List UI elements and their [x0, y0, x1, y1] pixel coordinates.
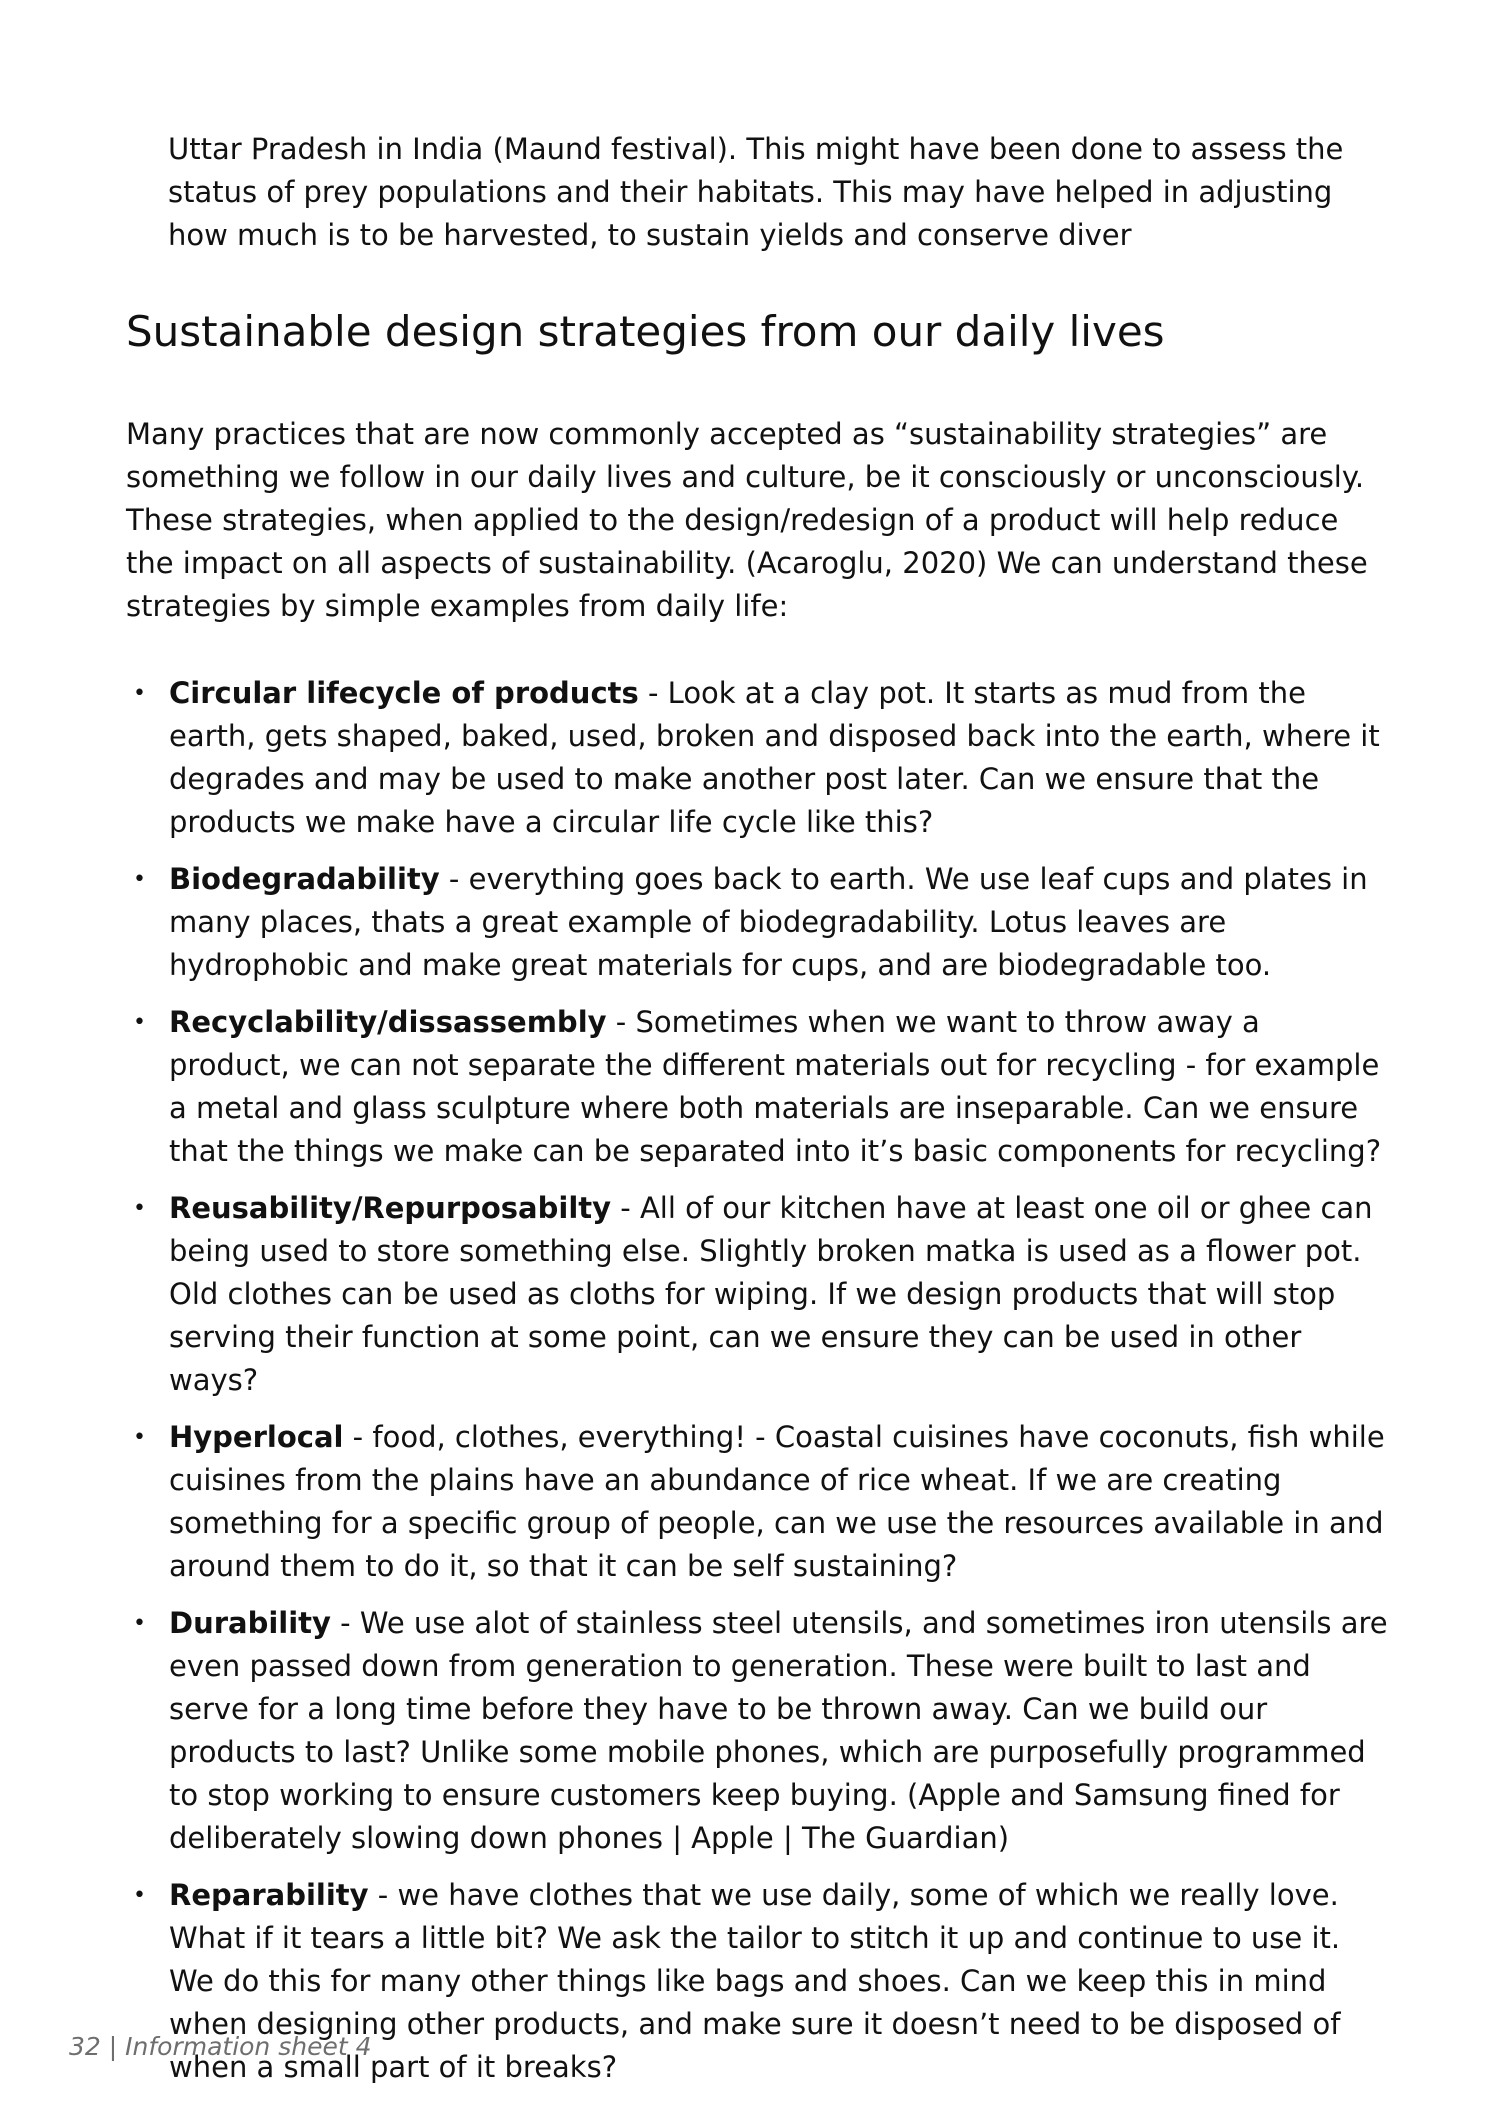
bullet-icon: • — [133, 867, 146, 892]
section-heading: Sustainable design strategies from our daily lives — [126, 307, 1165, 356]
list-item — [128, 1187, 1388, 1402]
intro-paragraph: Uttar Pradesh in India (Maund festival). This might have been done to assess the status of prey populations and their habitats. This may have helped in adjusting how much is to be harvested, to sustain yields and conserve diver — [168, 132, 1344, 252]
strategy-term: Durability — [169, 1606, 331, 1640]
list-item — [128, 1001, 1388, 1173]
strategy-text: - Look at a clay pot. It starts as mud from the earth, gets shaped, baked, used, broken and disposed back into the earth, where it degrades and may be used to make another post later. Can we ensure that the products we make have a circular life cycle like this? — [169, 676, 1380, 839]
strategy-term: Hyperlocal — [169, 1420, 344, 1454]
bullet-icon: • — [133, 1425, 146, 1450]
strategy-text: - We use alot of stainless steel utensils, and sometimes iron utensils are even passed down from generation to generation. These were built to last and serve for a long time before they have to be thrown away. Can we build our products to last? Unlike some mobile phones, which are purposefully programmed to stop working to ensure customers keep buying. (Apple and Samsung fined for deliberately slowing down phones | Apple | The Guardian) — [169, 1606, 1388, 1855]
list-item — [128, 672, 1388, 844]
strategy-text: - food, clothes, everything! - Coastal cuisines have coconuts, fish while cuisines from the plains have an abundance of rice wheat. If we are creating something for a specific group of people, can we use the resources available in and around them to do it, so that it can be self sustaining? — [169, 1420, 1385, 1583]
bullet-icon: • — [133, 681, 146, 706]
strategy-text: - Sometimes when we want to throw away a product, we can not separate the different materials out for recycling - for example a metal and glass sculpture where both materials are inseparable. Can we ensure that the things we make can be separated into it’s basic components for recycling? — [169, 1005, 1382, 1168]
strategy-text: - All of our kitchen have at least one oil or ghee can being used to store something else. Slightly broken matka is used as a flower pot. Old clothes can be used as cloths for wiping. If we design products that will stop serving their function at some point, can we ensure they can be used in other ways? — [169, 1191, 1373, 1397]
bullet-icon: • — [133, 1196, 146, 1221]
strategy-term: Recyclability/dissassembly — [169, 1005, 607, 1039]
list-item — [128, 1416, 1388, 1588]
bullet-icon: • — [133, 1883, 146, 1908]
list-item — [128, 858, 1388, 987]
strategy-list — [128, 672, 1388, 2103]
strategy-term: Reparability — [169, 1878, 369, 1912]
strategy-text: - everything goes back to earth. We use leaf cups and plates in many places, thats a great example of biodegradability. Lotus leaves are hydrophobic and make great materials for cups, and are biodegradable too. — [169, 862, 1368, 982]
strategy-term: Biodegradability — [169, 862, 440, 896]
strategy-term: Circular lifecycle of products — [169, 676, 639, 710]
strategy-text: - we have clothes that we use daily, some of which we really love. What if it tears a little bit? We ask the tailor to stitch it up and continue to use it. We do this for many other things like bags and shoes. Can we keep this in mind when designing other products, and make sure it doesn’t need to be disposed of when a small part of it breaks? — [169, 1878, 1341, 2084]
strategy-term: Reusability/Repurposabilty — [169, 1191, 612, 1225]
list-item — [128, 1602, 1388, 1860]
body-paragraph: Many practices that are now commonly accepted as “sustainability strategies” are something we follow in our daily lives and culture, be it consciously or unconsciously. These strategies, when applied to the design/redesign of a product will help reduce the impact on all aspects of sustainability. (Acaroglu, 2020) We can understand these strategies by simple examples from daily life: — [126, 417, 1368, 623]
bullet-icon: • — [133, 1611, 146, 1636]
bullet-icon: • — [133, 1010, 146, 1035]
page-footer: 32 | Information sheet 4 — [69, 2032, 372, 2061]
